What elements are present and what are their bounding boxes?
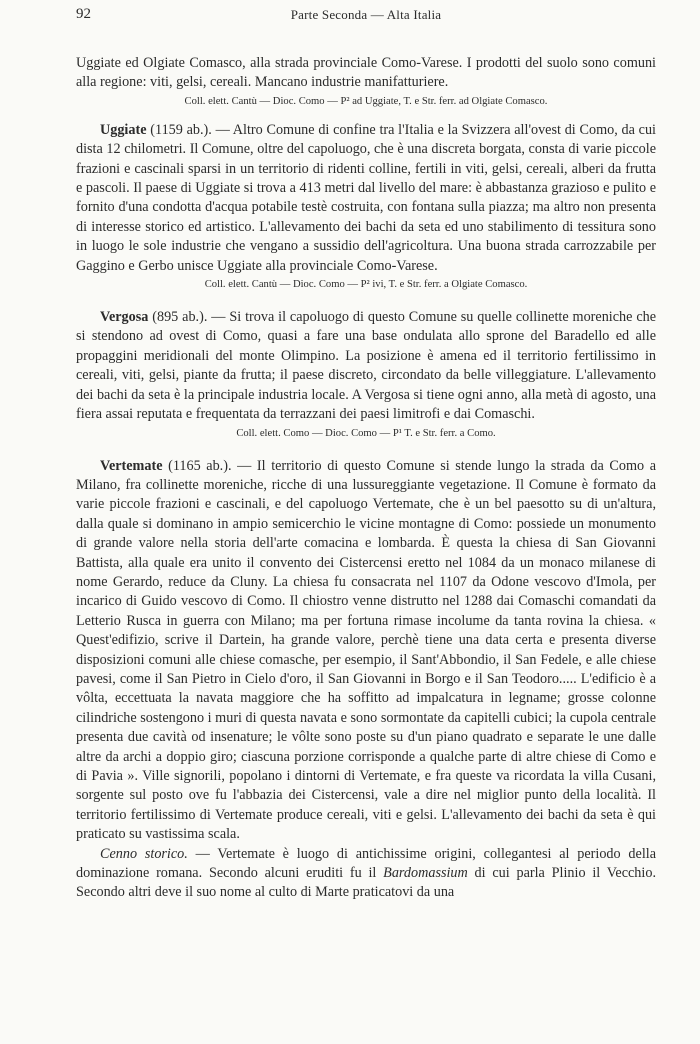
entry-name: Vergosa [100,309,149,326]
entry-name: Vertemate [100,457,163,474]
entry-population: (1165 ab.). [168,457,232,474]
entry-text: — Il territorio di questo Comune si stende lungo la strada da Como a Milano, fra collinette moreniche, ricche di una lussureggiante vegetazione. Il Comune è formato da varie piccole frazioni e cascinali, e del capoluogo Vertemate, che è un bel paesotto su di un'altura, dalla quale si dominano in ampio semicerchio le vicine montagne di Como: possiede un monumento di grande valore nella storia dell'arte comacina e lombarda. È questa la chiesa di San Giovanni Battista, alla quale era unito il convento dei Cistercensi eretto nel 1084 da un monaco milanese di nome Gerardo, reduce da Cluny. La chiesa fu consacrata nel 1107 da Odone vescovo d'Imola, per incarico di Guido vescovo di Como. Il chiostro venne distrutto nel 1288 dai Comaschi comandati da Letterio Rusca in guerra con Milano; ma per fortuna rimase incolume da tanta rovina la chiesa. « Quest'edifizio, scrive il Dartein, ha grande valore, perchè tiene una data certa e presenta diverse disposizioni comuni alle chiese comasche, per esempio, il Sant'Abbondio, il San Fedele, e alle chiese pavesi, come il San Pietro in Cielo d'oro, il San Giovanni in Borgo e il San Teodoro..... L'edificio è a vôlta, eccettuata la navata maggiore che ha soffitto ad impalcatura in legname; grosse colonne cilindriche sostengono i muri di questa navata e sono sormontate da capitelli cubici; la cupola centrale presenta due cavità od insenature; le vôlte sono poste su d'un piano quadrato e separate le une dalle altre da archi a doppio giro; ciascuna porzione corrisponde a qualche parte di altre chiese di Como e di Pavia ». Ville signorili, popolano i dintorni di Vertemate, e fra queste va ricordata la villa Cusani, sorgente sul posto ove fu l'abbazia dei Cistercensi, vale a dire nel miglior punto della località. Il territorio fertilissimo di Vertemate produce cereali, viti e gelsi. L'allevamento dei bachi da seta è qui praticato su vastissima scala. [76,457,656,843]
entry-meta: Coll. elett. Como — Dioc. Como — P¹ T. e Str. ferr. a Como. [236,427,496,439]
running-head: Parte Seconda — Alta Italia [290,7,442,22]
continuation-meta: Coll. elett. Cantù — Dioc. Como — P² ad Uggiate, T. e Str. ferr. ad Olgiate Comasco. [184,95,548,107]
cenno-text-before: — Vertemate è luogo di antichissime origini, collegantesi al periodo della dominazione romana. Secondo alcuni eruditi fu il [76,845,656,882]
cenno-text-after: di cui parla Plinio il Vecchio. Secondo altri deve il suo nome al culto di Marte praticatovi da una [76,865,656,901]
cenno-label: Cenno storico. [100,845,188,862]
entry-meta: Coll. elett. Cantù — Dioc. Como — P² ivi, T. e Str. ferr. a Olgiate Comasco. [204,279,528,291]
entry-population: (895 ab.). [152,309,208,326]
entry-vertemate [76,457,656,845]
entry-text: — Altro Comune di confine tra l'Italia e la Svizzera all'ovest di Como, da cui dista 12 chilometri. Il Comune, oltre del capoluogo, che è una discreta borgata, consta di varie piccole frazioni e cascinali sparsi in un territorio di ridenti colline, fertili in viti, gelsi, cereali, alberi da frutta e pascoli. Il paese di Uggiate si trova a 413 metri dal livello del mare: è abbastanza grazioso e pulito e fornito d'una condotta d'acqua potabile testè costruita, con fontana sulla piazza; ma altro non presenta di interesse storico ed artistico. L'allevamento dei bachi da seta ed uno stabilimento di tessitura sono in luogo le sole industrie che vengano a sussidio dell'agricoltura. Una buona strada carrozzabile per Gaggino e Gerbo unisce Uggiate alla provinciale Como-Varese. [76,121,657,274]
cenno-storico-paragraph [76,845,656,903]
entry-population: (1159 ab.). [150,121,212,138]
entry-vergosa [76,308,656,424]
page-header [76,6,656,28]
entry-uggiate [76,121,656,276]
entry-text: — Si trova il capoluogo di questo Comune su quelle collinette moreniche che si stendono ad ovest di Como, quasi a fare una base ondulata allo sprone del Baradello ed alle propaggini meridionali del monte Olimpino. La posizione è amena ed il territorio fertilissimo in cereali, viti, gelsi, piante da frutta; il paese discreto, circondato da belle villeggiature. L'allevamento dei bachi da seta è la principale industria locale. A Vergosa si tiene ogni anno, alla metà di agosto, una fiera assai reputata e frequentata da terrazzani dei paesi limitrofi e dai Comaschi. [76,309,657,423]
page-body [76,54,656,903]
continuation-paragraph: Uggiate ed Olgiate Comasco, alla strada provinciale Como-Varese. I prodotti del suolo sono comuni alla regione: viti, gelsi, cereali. Mancano industrie manifatturiere. [76,55,656,91]
entry-name: Uggiate [100,121,147,138]
cenno-italic-term: Bardomassium [383,865,468,882]
page-number: 92 [76,6,91,22]
